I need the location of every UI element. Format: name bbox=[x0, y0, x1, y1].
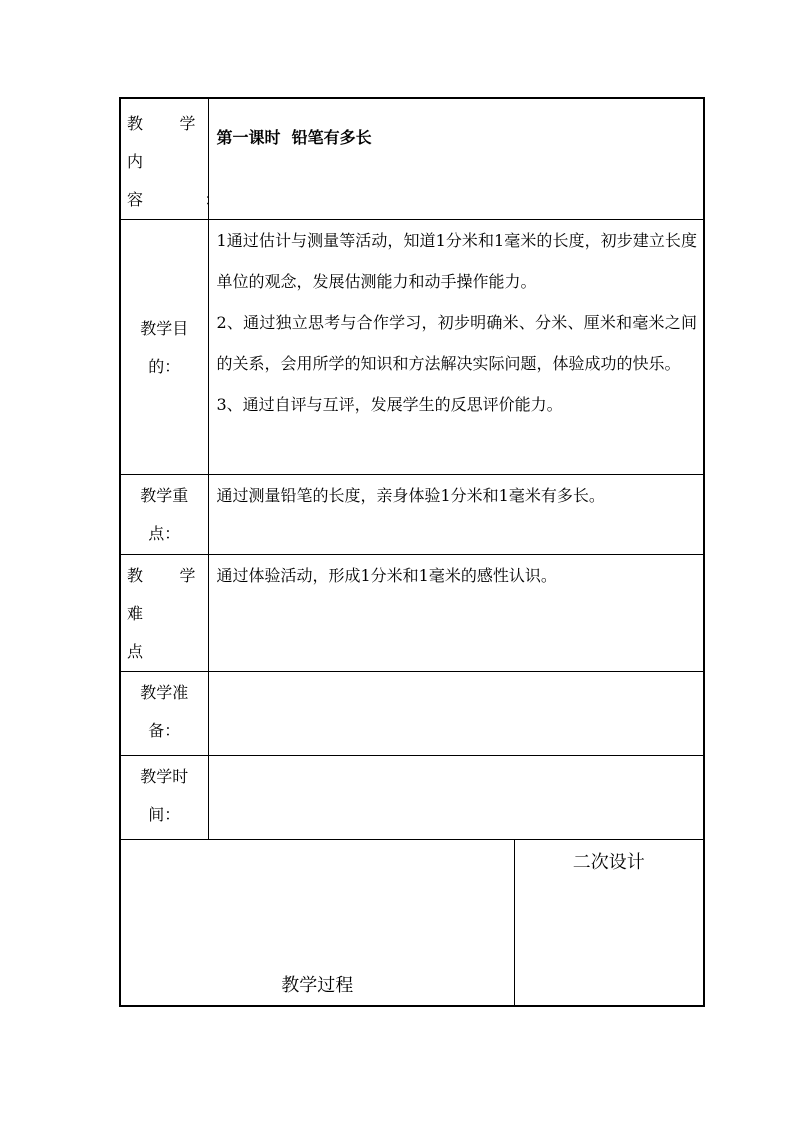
value-key-points bbox=[208, 475, 704, 555]
label-line: 教学时 bbox=[140, 767, 189, 786]
label-teaching-content bbox=[120, 98, 227, 220]
row-key-points bbox=[120, 475, 704, 555]
preparation-text bbox=[209, 672, 704, 673]
second-design-cell bbox=[514, 840, 704, 1006]
label-line: 教 学 内 bbox=[127, 114, 202, 171]
key-points-text: 通过测量铅笔的长度，亲身体验1分米和1毫米有多长。 bbox=[216, 486, 605, 505]
label-line: 备： bbox=[148, 721, 181, 740]
row-preparation bbox=[120, 672, 704, 756]
label-line: 教学目 bbox=[140, 319, 189, 338]
value-preparation bbox=[208, 672, 704, 756]
row-teaching-time bbox=[120, 756, 704, 840]
label-line: 教学重 bbox=[140, 486, 189, 505]
label-line: 容 ： bbox=[127, 190, 227, 209]
row-teaching-objectives bbox=[120, 220, 704, 475]
value-teaching-content bbox=[208, 98, 704, 220]
teaching-process-cell bbox=[120, 840, 514, 1006]
row-teaching-process bbox=[120, 840, 704, 1006]
label-line: 教学准 bbox=[140, 683, 189, 702]
label-line: 教 学 难 bbox=[127, 566, 202, 623]
teaching-time-text bbox=[209, 756, 704, 757]
label-difficulties bbox=[120, 555, 208, 672]
label-line: 的： bbox=[148, 357, 181, 376]
label-key-points bbox=[120, 475, 208, 555]
second-design-label: 二次设计 bbox=[572, 852, 645, 873]
label-line: 点： bbox=[148, 524, 181, 543]
label-teaching-time bbox=[120, 756, 208, 840]
objective-item-2: 2、通过独立思考与合作学习，初步明确米、分米、厘米和毫米之间的关系，会用所学的知识和方法解决实际问题，体验成功的快乐。 bbox=[216, 313, 697, 373]
objective-item-1: 1通过估计与测量等活动，知道1分米和1毫米的长度，初步建立长度单位的观念，发展估测能力和动手操作能力。 bbox=[216, 231, 697, 291]
label-preparation bbox=[120, 672, 208, 756]
value-teaching-time bbox=[208, 756, 704, 840]
lesson-plan-table bbox=[119, 97, 705, 1007]
row-difficulties bbox=[120, 555, 704, 672]
label-line: 点 bbox=[127, 642, 150, 661]
lesson-title: 第一课时 铅笔有多长 bbox=[216, 128, 372, 147]
row-teaching-content bbox=[120, 98, 704, 220]
label-teaching-objectives bbox=[120, 220, 208, 475]
teaching-process-label: 教学过程 bbox=[281, 974, 354, 996]
objective-item-3: 3、通过自评与互评，发展学生的反思评价能力。 bbox=[216, 395, 563, 414]
difficulties-text: 通过体验活动，形成1分米和1毫米的感性认识。 bbox=[216, 566, 557, 585]
value-teaching-objectives bbox=[208, 220, 704, 475]
value-difficulties bbox=[208, 555, 704, 672]
label-line: 间： bbox=[148, 805, 181, 824]
